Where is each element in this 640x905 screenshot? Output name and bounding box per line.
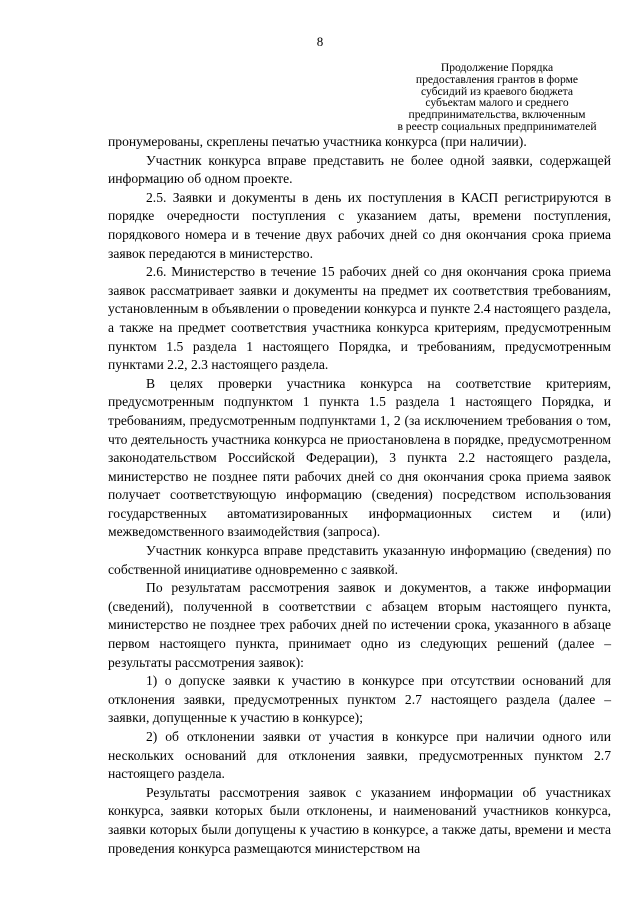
paragraph: пронумерованы, скреплены печатью участника конкурса (при наличии). <box>108 134 527 149</box>
paragraph: Участник конкурса вправе представить не более одной заявки, содержащей информацию об одном проекте. <box>108 152 611 187</box>
header-note-line: в реестр социальных предпринимателей <box>397 119 597 133</box>
paragraph: 2.6. Министерство в течение 15 рабочих дней со дня окончания срока приема заявок рассматривает заявки и документы на предмет их соответствия требованиям, установленным в объявлении о проведении конкурса и пункте 2.4 настоящего раздела, а также на предмет соответствия участника конкурса критериям, предусмотренным пунктом 1.5 раздела 1 настоящего Порядка, и требованиям, предусмотренным пунктами 2.2, 2.3 настоящего раздела. <box>108 264 611 373</box>
document-body <box>108 133 611 858</box>
paragraph: По результатам рассмотрения заявок и документов, а также информации (сведений), полученной в соответствии с абзацем вторым настоящего пункта, министерство не позднее трех рабочих дней по истечении срока, указанного в абзаце первом настоящего пункта, принимает одно из следующих решений (далее – результаты рассмотрения заявок): <box>108 580 611 670</box>
header-note-line: субсидий из краевого бюджета <box>420 84 574 98</box>
header-note-line: субъектам малого и среднего <box>425 96 569 110</box>
paragraph: 2) об отклонении заявки от участия в конкурсе при наличии одного или нескольких оснований для отклонения заявки, предусмотренных пунктом 2.7 настоящего раздела. <box>108 729 611 782</box>
paragraph: 1) о допуске заявки к участию в конкурсе при отсутствии оснований для отклонения заявки, предусмотренных пунктом 2.7 настоящего раздела (далее – заявки, допущенные к участию в конкурсе); <box>108 673 611 726</box>
header-note-line: предпринимательства, включенным <box>408 108 586 122</box>
header-note-line: предоставления грантов в форме <box>415 72 579 86</box>
paragraph: В целях проверки участника конкурса на соответствие критериям, предусмотренным подпунктом 1 пункта 1.5 раздела 1 настоящего Порядка, и требованиям, предусмотренным подпунктами 1, 2 (за исключением требования о том, что деятельность участника конкурса не приостановлена в порядке, предусмотренном законодательством Российской Федерации), 3 пункта 2.2 настоящего раздела, министерство не позднее пяти рабочих дней со дня окончания срока приема заявок получает соответствующую информацию (сведения) посредством использования государственных автоматизированных информационных систем и (или) межведомственного взаимодействия (запроса). <box>108 375 611 540</box>
header-note <box>392 62 602 133</box>
paragraph: 2.5. Заявки и документы в день их поступления в КАСП регистрируются в порядке очередности поступления с указанием даты, времени поступления, порядкового номера и в течение двух рабочих дней со дня окончания срока приема заявок передаются в министерство. <box>108 189 611 261</box>
paragraph: Участник конкурса вправе представить указанную информацию (сведения) по собственной инициативе одновременно с заявкой. <box>108 543 611 577</box>
paragraph: Результаты рассмотрения заявок с указанием информации об участниках конкурса, заявки которых были отклонены, и наименований участников конкурса, заявки которых были допущены к участию в конкурсе, а также даты, времени и места проведения конкурса размещаются министерством на <box>108 784 611 856</box>
header-note-line: Продолжение Порядка <box>440 61 554 74</box>
page-number: 8 <box>316 34 324 49</box>
